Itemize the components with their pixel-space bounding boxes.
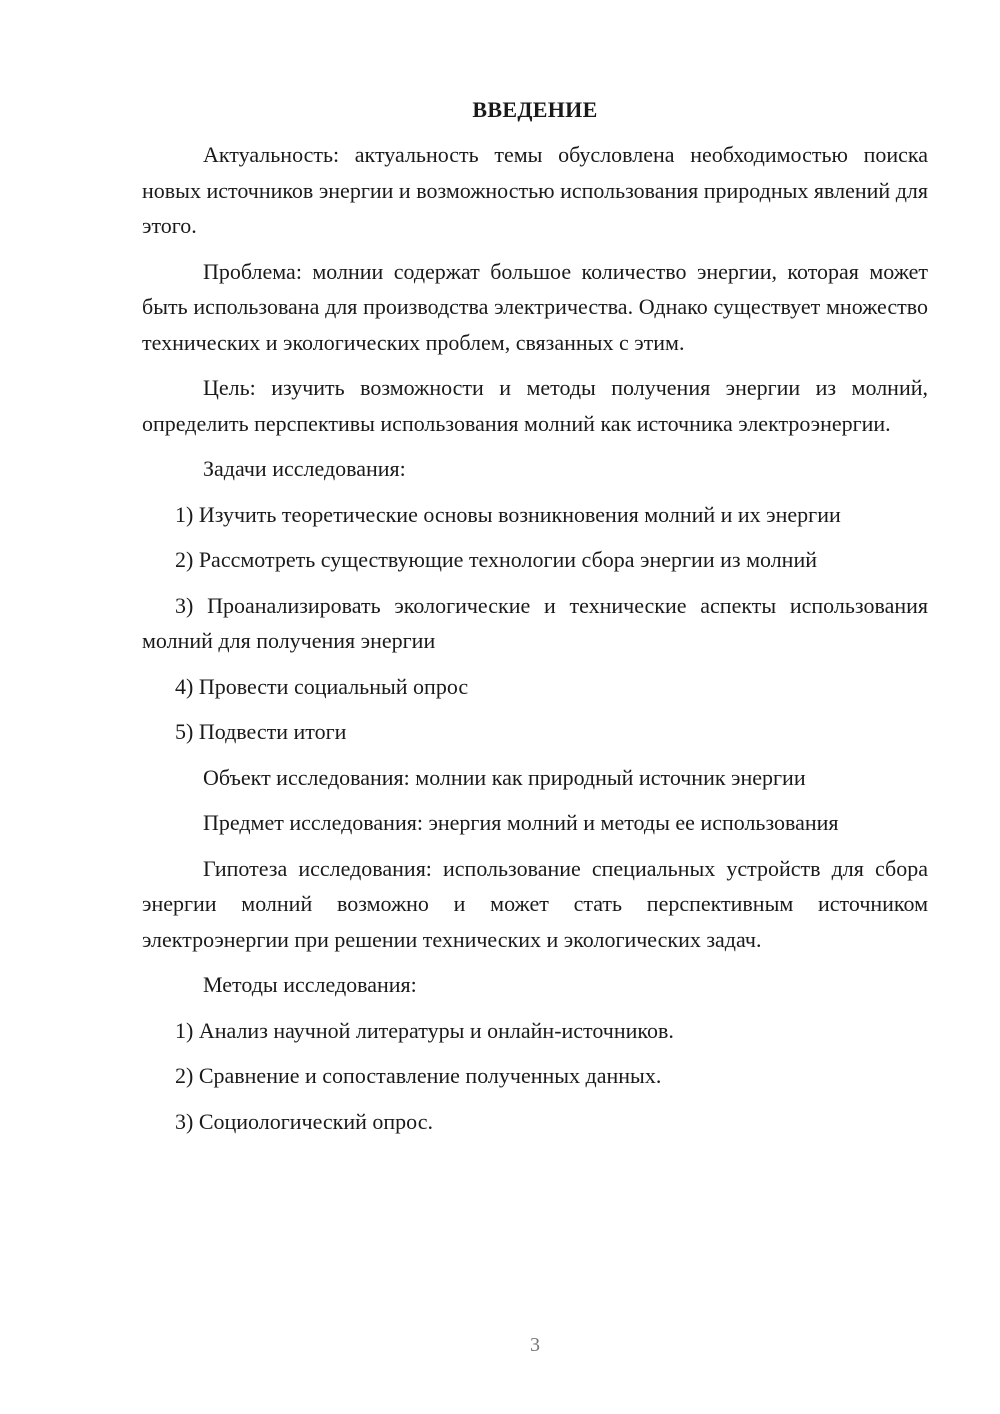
section-title: ВВЕДЕНИЕ: [472, 97, 598, 122]
task-item: 4) Провести социальный опрос: [175, 673, 469, 699]
method-item: 1) Анализ научной литературы и онлайн-источников.: [175, 1017, 674, 1043]
task-item: 3) Проанализировать экологические и технические аспекты использования молний для получения энергии: [142, 592, 928, 653]
method-item: 3) Социологический опрос.: [175, 1108, 433, 1134]
goal-paragraph: Цель: изучить возможности и методы получения энергии из молний, определить перспективы использования молний как источника электроэнергии.: [142, 375, 928, 436]
methods-heading: Методы исследования:: [203, 972, 417, 997]
page-number: 3: [530, 1334, 540, 1356]
task-item: 5) Подвести итоги: [175, 719, 347, 744]
hypothesis-paragraph: Гипотеза исследования: использование специальных устройств для сбора энергии молний возможно и может стать перспективным источником электроэнергии при решении технических и экологических задач.: [142, 855, 928, 952]
task-item: 1) Изучить теоретические основы возникновения молний и их энергии: [175, 501, 841, 527]
object-paragraph: Объект исследования: молнии как природный источник энергии: [203, 764, 806, 790]
document-page: [142, 92, 928, 1139]
relevance-paragraph: Актуальность: актуальность темы обусловлена необходимостью поиска новых источников энергии и возможностью использования природных явлений для этого.: [142, 142, 928, 238]
tasks-heading: Задачи исследования:: [203, 456, 406, 481]
subject-paragraph: Предмет исследования: энергия молний и методы ее использования: [203, 810, 839, 835]
method-item: 2) Сравнение и сопоставление полученных данных.: [175, 1063, 662, 1088]
problem-paragraph: Проблема: молнии содержат большое количество энергии, которая может быть использована для производства электричества. Однако существует множество технических и экологических проблем, связанных с этим.: [142, 258, 928, 355]
task-item: 2) Рассмотреть существующие технологии сбора энергии из молний: [175, 547, 817, 572]
